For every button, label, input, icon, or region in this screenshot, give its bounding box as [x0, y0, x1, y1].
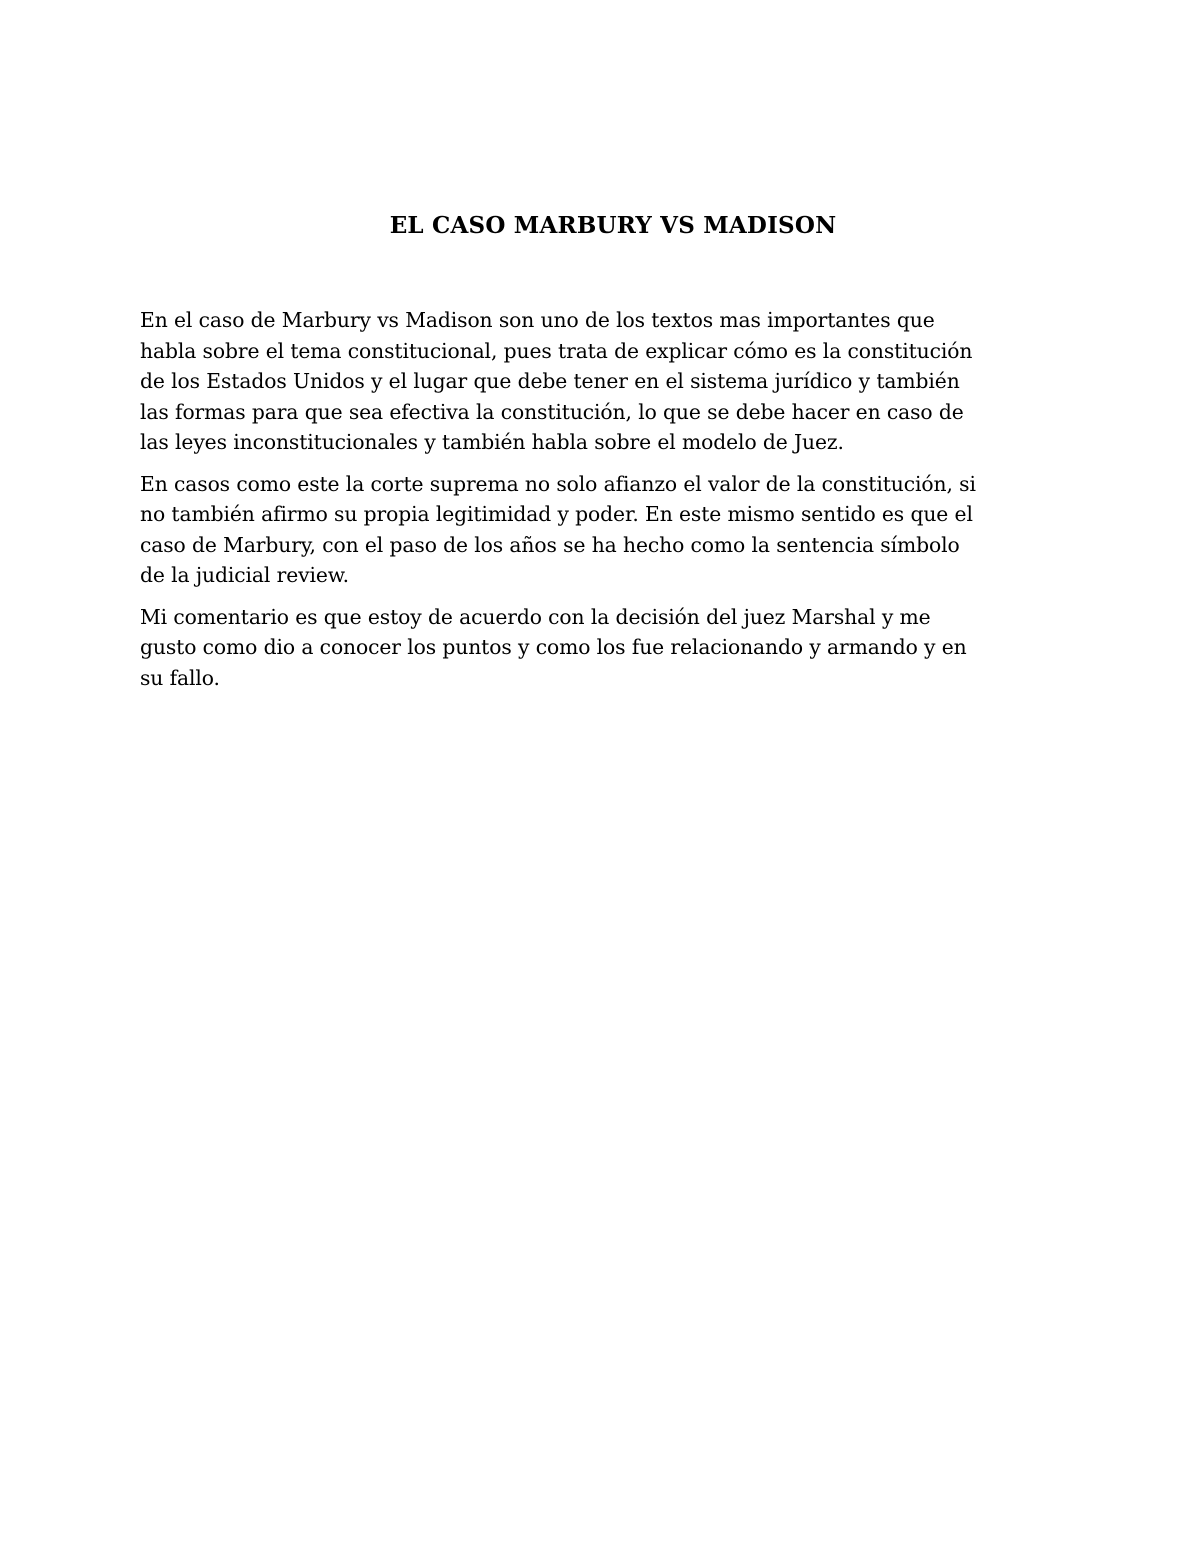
paragraph-line: Mi comentario es que estoy de acuerdo con la decisión del juez Marshal y me	[140, 604, 931, 629]
paragraph-line: las formas para que sea efectiva la constitución, lo que se debe hacer en caso de	[140, 399, 964, 424]
paragraph-line: su fallo.	[140, 665, 220, 690]
paragraph-line: no también afirmo su propia legitimidad y poder. En este mismo sentido es que el	[140, 502, 973, 526]
paragraph-1	[140, 305, 1085, 458]
paragraph-line: En el caso de Marbury vs Madison son uno de los textos mas importantes que	[140, 308, 935, 332]
paragraph-3	[140, 602, 1085, 694]
document-title: EL CASO MARBURY VS MADISON	[389, 212, 837, 239]
paragraph-line: En casos como este la corte suprema no solo afianzo el valor de la constitución, si	[140, 471, 976, 496]
paragraph-line: las leyes inconstitucionales y también habla sobre el modelo de Juez.	[140, 430, 844, 454]
document-body	[140, 305, 1085, 704]
paragraph-line: de los Estados Unidos y el lugar que debe tener en el sistema jurídico y también	[140, 369, 960, 393]
paragraph-2	[140, 469, 1085, 591]
paragraph-line: gusto como dio a conocer los puntos y como los fue relacionando y armando y en	[140, 635, 967, 659]
paragraph-line: habla sobre el tema constitucional, pues trata de explicar cómo es la constitución	[140, 338, 973, 363]
paragraph-line: de la judicial review.	[140, 563, 349, 587]
paragraph-line: caso de Marbury, con el paso de los años se ha hecho como la sentencia símbolo	[140, 532, 960, 557]
